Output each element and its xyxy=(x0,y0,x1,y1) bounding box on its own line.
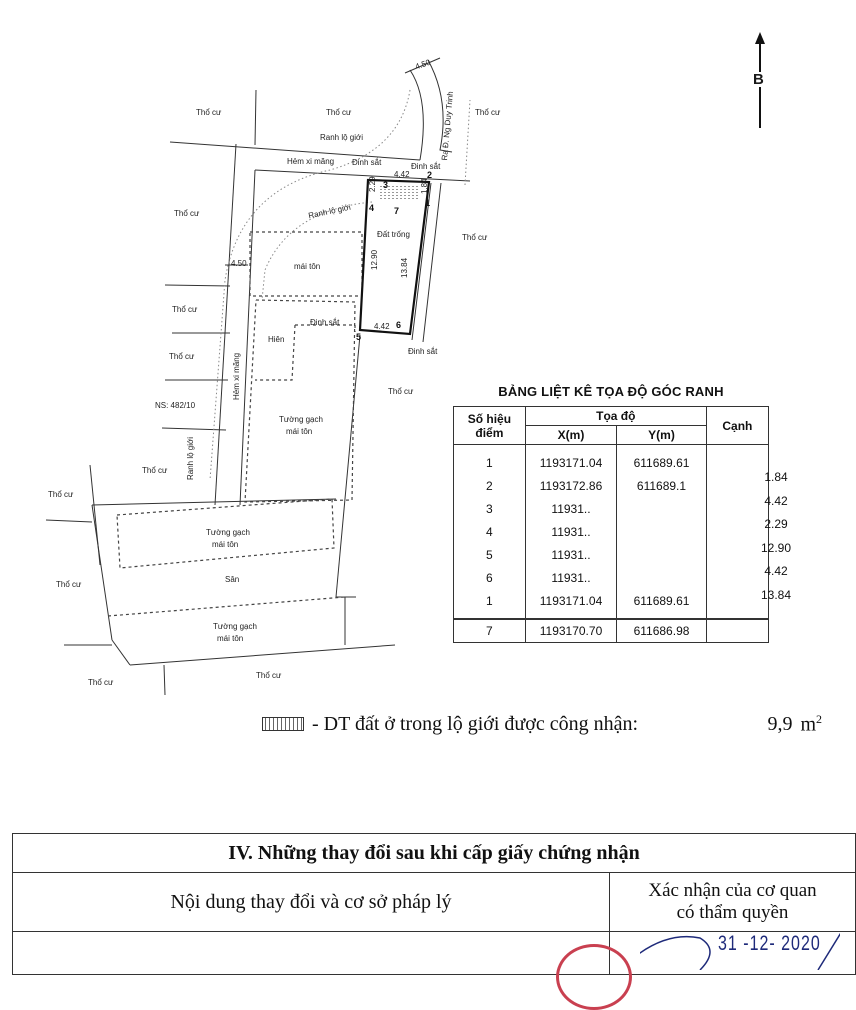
label-mai-ton: mái tôn xyxy=(217,634,244,643)
label-tuong-gach: Tường gạch xyxy=(279,415,323,424)
point-6: 6 xyxy=(396,320,402,330)
label-tho-cu: Thổ cư xyxy=(48,490,74,499)
legend-text: - DT đất ở trong lộ giới được công nhận: xyxy=(312,712,639,735)
label-dinh-sat: Đinh sắt xyxy=(352,158,382,167)
label-tuong-gach: Tường gạch xyxy=(206,528,250,537)
coord-table xyxy=(453,406,769,643)
label-tho-cu: Thổ cư xyxy=(475,108,501,117)
label-tho-cu: Thổ cư xyxy=(196,108,222,117)
label-ranh-lo-gioi: Ranh lộ giới xyxy=(186,436,195,480)
point-2: 2 xyxy=(427,170,433,180)
point-5: 5 xyxy=(356,332,362,342)
dim-bottom: 4.42 xyxy=(374,322,390,331)
label-mai-ton: mái tôn xyxy=(212,540,239,549)
label-tho-cu: Thổ cư xyxy=(326,108,352,117)
area-value: 9,9 xyxy=(767,712,793,735)
label-ranh-lo-gioi: Ranh lộ giới xyxy=(307,202,352,221)
label-tuong-gach: Tường gạch xyxy=(213,622,257,631)
dim-short-right: 1.84 xyxy=(420,178,429,194)
label-dinh-sat: Đinh sắt xyxy=(411,162,441,171)
point-7: 7 xyxy=(394,206,400,216)
point-3: 3 xyxy=(383,180,389,190)
header-y: Y(m) xyxy=(617,426,707,445)
label-hem-xi-mang: Hẻm xi măng xyxy=(287,157,335,166)
label-tho-cu: Thổ cư xyxy=(142,466,168,475)
label-ns: NS: 482/10 xyxy=(155,401,196,410)
table-row: 6 11931.. xyxy=(454,566,769,589)
label-san: Sân xyxy=(225,575,240,584)
label-mai-ton: mái tôn xyxy=(294,262,321,271)
table-row: 2 1193172.86 611689.1 xyxy=(454,474,769,497)
table-row: 1 1193171.04 611689.61 xyxy=(454,445,769,475)
dim-top: 4.42 xyxy=(394,170,410,179)
label-road-width: 4.50 xyxy=(231,259,247,268)
table-row: 4 11931.. xyxy=(454,520,769,543)
label-tho-cu: Thổ cư xyxy=(174,209,200,218)
label-tho-cu: Thổ cư xyxy=(88,678,114,687)
label-tho-cu: Thổ cư xyxy=(169,352,195,361)
label-dinh-sat: Đinh sắt xyxy=(408,347,438,356)
dim-left: 12.90 xyxy=(370,249,379,270)
north-arrow-icon xyxy=(748,30,772,130)
changes-content-cell xyxy=(13,932,610,975)
label-road-width: 4.50 xyxy=(413,57,432,72)
dim-short-left: 2.29 xyxy=(368,176,377,192)
label-tho-cu: Thổ cư xyxy=(56,580,82,589)
changes-confirm-header: Xác nhận của cơ quan có thẩm quyền xyxy=(610,873,856,932)
label-mai-ton: mái tôn xyxy=(286,427,313,436)
label-hien: Hiên xyxy=(268,335,285,344)
dim-right: 13.84 xyxy=(400,257,409,278)
area-legend xyxy=(262,712,822,737)
changes-title: IV. Những thay đổi sau khi cấp giấy chứng nhận xyxy=(13,834,856,873)
label-ranh-lo-gioi: Ranh lộ giới xyxy=(320,133,364,142)
red-seal-stamp xyxy=(556,944,632,1010)
point-4: 4 xyxy=(369,203,375,213)
label-dat-trong: Đất trống xyxy=(377,230,410,239)
header-coord: Tọa độ xyxy=(525,407,706,426)
changes-content-header: Nội dung thay đổi và cơ sở pháp lý xyxy=(13,873,610,932)
label-tho-cu: Thổ cư xyxy=(172,305,198,314)
label-tho-cu: Thổ cư xyxy=(388,387,414,396)
coord-table-title: BẢNG LIỆT KÊ TỌA ĐỘ GÓC RANH xyxy=(498,384,724,399)
hatch-swatch-icon xyxy=(262,717,304,731)
point-1: 1 xyxy=(425,198,431,208)
table-row: 3 11931.. xyxy=(454,497,769,520)
north-label: B xyxy=(753,71,764,88)
label-road-name: Ra Đ. Ng Duy Trinh xyxy=(440,90,456,161)
header-point: Số hiệu điểm xyxy=(454,407,526,445)
label-tho-cu: Thổ cư xyxy=(462,233,488,242)
table-row-centroid: 7 1193170.70 611686.98 xyxy=(454,619,769,643)
edge-lengths: 1.84 4.42 2.29 12.90 4.42 13.84 xyxy=(760,470,792,602)
table-row: 5 11931.. xyxy=(454,543,769,566)
header-x: X(m) xyxy=(525,426,616,445)
label-dinh-sat: Đinh sắt xyxy=(310,318,340,327)
label-hem-xi-mang: Hẻm xi măng xyxy=(232,352,241,400)
label-tho-cu: Thổ cư xyxy=(256,671,282,680)
table-row: 1 1193171.04 611689.61 xyxy=(454,589,769,619)
header-edge: Cạnh xyxy=(706,407,768,445)
date-stamp: 31 -12- 2020 xyxy=(718,933,821,956)
area-unit: $m^2$ xyxy=(800,712,822,736)
